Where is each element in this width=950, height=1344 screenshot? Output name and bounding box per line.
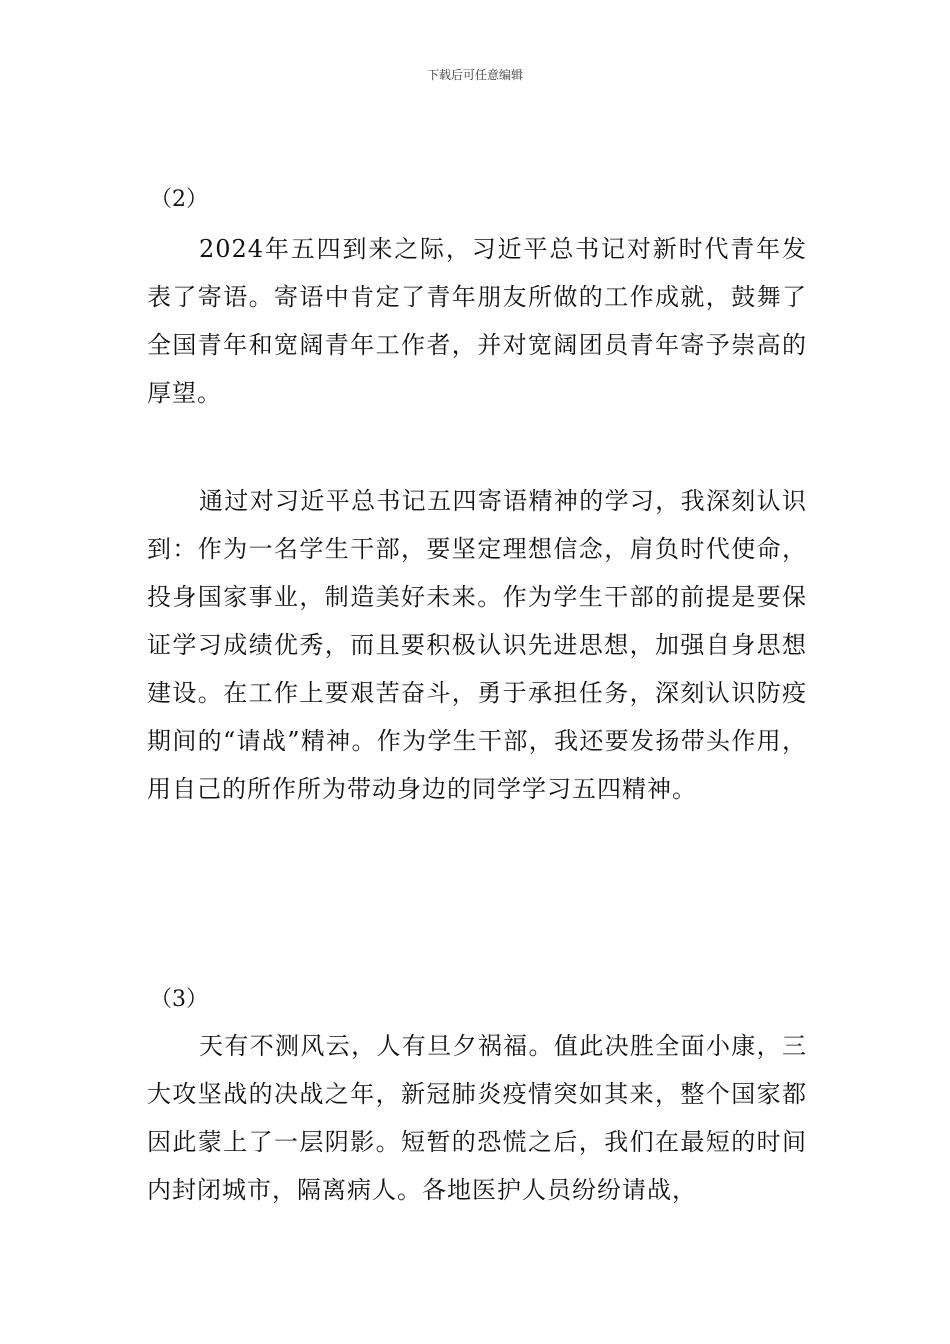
paragraph: 天有不测风云，人有旦夕祸福。值此决胜全面小康，三大攻坚战的决战之年，新冠肺炎疫情突如其来，整个国家都因此蒙上了一层阴影。短暂的恐慌之后，我们在最短的时间内封闭城市，隔离病人。各地医护人员纷纷请战，: [147, 1032, 807, 1204]
paragraph: 2024年五四到来之际，习近平总书记对新时代青年发表了寄语。寄语中肯定了青年朋友所做的工作成就，鼓舞了全国青年和宽阔青年工作者，并对宽阔团员青年寄予崇高的厚望。: [147, 235, 807, 407]
section-label-3: （3）: [150, 987, 208, 1012]
section-2-paragraph-2: [147, 477, 807, 813]
paragraph: 通过对习近平总书记五四寄语精神的学习，我深刻认识到：作为一名学生干部，要坚定理想信念，肩负时代使命，投身国家事业，制造美好未来。作为学生干部的前提是要保证学习成绩优秀，而且要积极认识先进思想，加强自身思想建设。在工作上要艰苦奋斗，勇于承担任务，深刻认识防疫期间的“请战”精神。作为学生干部，我还要发扬带头作用，用自己的所作所为带动身边的同学学习五四精神。: [147, 487, 807, 803]
page-header: 下载后可任意编辑: [426, 68, 523, 82]
section-label-2: （2）: [150, 187, 208, 212]
section-2-paragraph-1: [147, 225, 807, 417]
section-3-paragraph-1: [147, 1022, 807, 1214]
